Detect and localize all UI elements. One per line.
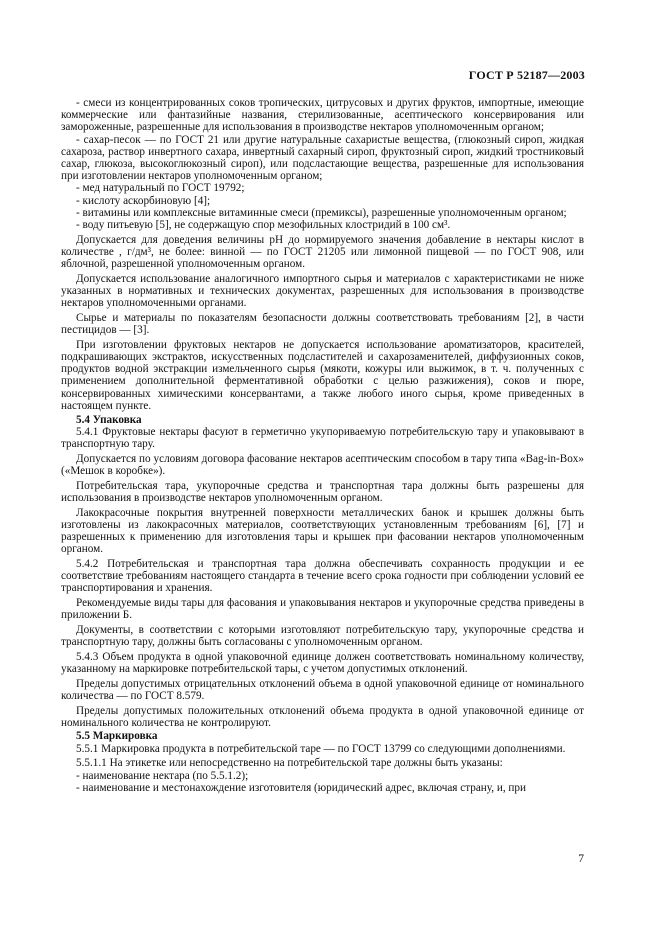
paragraph: - сахар-песок — по ГОСТ 21 или другие натуральные сахаристые вещества, (глюкозный сироп, жидкая сахароза, раствор инвертного сахара, инвертный сахарный сироп, фруктозный сироп, жидкий тростниковый сахар, глюкоза, высокоглюкозный сироп), или подсластающие вещества, разрешенные для использования при изготовлении нектаров уполномоченным органом; [61,133,584,183]
paragraph: - наименование нектара (по 5.5.1.2); [76,769,249,782]
paragraph: Допускается по условиям договора фасование нектаров асептическим способом в тару типа «Bag-in-Box» («Мешок в коробке»). [61,452,584,477]
paragraph: 5.4.1 Фруктовые нектары фасуют в герметично укупориваемую потребительскую тару и упаковывают в транспортную тару. [61,425,584,450]
paragraph: - воду питьевую [5], не содержащую спор мезофильных клостридий в 100 см³. [76,219,451,232]
paragraph: Допускается использование аналогичного импортного сырья и материалов с характеристиками не ниже указанных в нормативных и технических документах, разрешенных для использования в производстве нектаров уполномоченными органами. [61,272,584,310]
section-heading-packaging: 5.4 Упаковка [76,413,142,426]
paragraph: - кислоту аскорбиновую [4]; [76,194,211,207]
paragraph: Лакокрасочные покрытия внутренней поверхности металлических банок и крышек должны быть изготовлены из лакокрасочных материалов, соответствующих установленным требованиям [6], [7] и разрешенных к применению для изготовления тары и крышек при фасовании нектаров уполномоченным органом. [61,506,584,556]
page-header-title: ГОСТ Р 52187—2003 [468,68,585,82]
page-number: 7 [578,853,584,865]
paragraph: При изготовлении фруктовых нектаров не допускается использование ароматизаторов, красителей, подкрашивающих экстрактов, искусственных подсластителей и сахарозаменителей, диффузионных соков, продуктов водной экстракции измельченного сырья (мякоти, кожуры или выжимок, в т. ч. полученных с применением дополнительной ферментативной обработки с целью разжижения), соков и пюре, консервированных химическими консервантами, а также любого иного сырья, кроме приведенных в настоящем пункте. [61,338,584,412]
paragraph: Пределы допустимых положительных отклонений объема продукта в одной упаковочной единице от номинального количества не контролируют. [61,704,584,729]
paragraph: Сырье и материалы по показателям безопасности должны соответствовать требованиям [2], в части пестицидов — [3]. [61,311,584,337]
section-heading-marking: 5.5 Маркировка [76,730,158,743]
paragraph: 5.5.1.1 На этикетке или непосредственно на потребительской таре должны быть указаны: [76,757,503,770]
paragraph: - наименование и местонахождение изготовителя (юридический адрес, включая страну, и, при [76,781,526,794]
paragraph: - мед натуральный по ГОСТ 19792; [76,182,245,195]
paragraph: - смеси из концентрированных соков тропических, цитрусовых и других фруктов, импортные, имеющие коммерческие или фантазийные названия, стерилизованные, асептического консервирования или замороженные, разрешенные для использования в производстве нектаров уполномоченным органом; [61,97,584,134]
paragraph: Потребительская тара, укупорочные средства и транспортная тара должны быть разрешены для использования в производстве нектаров уполномоченным органом. [61,479,584,504]
paragraph: 5.4.2 Потребительская и транспортная тара должна обеспечивать сохранность продукции и ее соответствие требованиям настоящего стандарта в течение всего срока годности при соблюдении условий ее транспортирования и хранения. [61,557,584,595]
paragraph: Рекомендуемые виды тары для фасования и упаковывания нектаров и укупорочные средства приведены в приложении Б. [61,596,584,622]
paragraph: - витамины или комплексные витаминные смеси (премиксы), разрешенные уполномоченным органом; [76,206,567,219]
document-body [61,97,584,794]
paragraph: Пределы допустимых отрицательных отклонений объема в одной упаковочной единице от номинального количества — по ГОСТ 8.579. [61,677,584,702]
paragraph: Допускается для доведения величины pH до нормируемого значения добавление в нектары кислот в количестве , г/дм³, не более: винной — по ГОСТ 21205 или лимонной пищевой — по ГОСТ 908, или яблочной, разрешенной уполномоченным органом. [61,233,584,271]
paragraph: 5.5.1 Маркировка продукта в потребительской таре — по ГОСТ 13799 со следующими дополнениями. [76,742,566,755]
paragraph: 5.4.3 Объем продукта в одной упаковочной единице должен соответствовать номинальному количеству, указанному на маркировке потребительской тары, с учетом допустимых отклонений. [61,650,584,675]
paragraph: Документы, в соответствии с которыми изготовляют потребительскую тару, укупорочные средства и транспортную тару, должны быть согласованы с уполномоченным органом. [61,623,584,649]
